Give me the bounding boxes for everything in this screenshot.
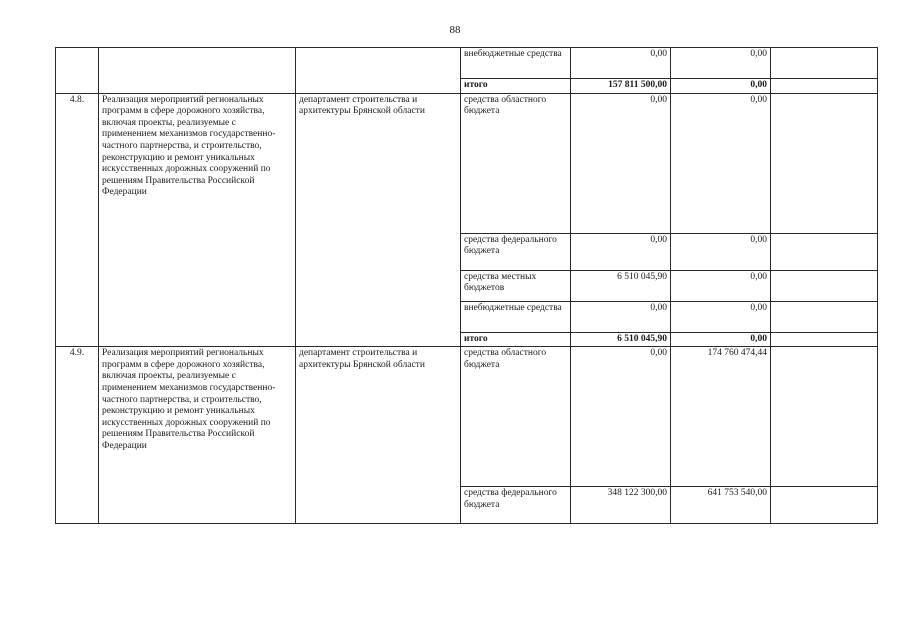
department-cell (296, 48, 461, 94)
row-number-cell: 4.9. (56, 347, 99, 524)
value-cell: 6 510 045,90 (571, 270, 671, 301)
value-cell: 0,00 (571, 347, 671, 487)
funding-source-cell: средства областного бюджета (461, 347, 571, 487)
page-number: 88 (449, 24, 461, 36)
value-cell: 0,00 (671, 270, 771, 301)
empty-cell (771, 48, 878, 79)
funding-source-cell: итого (461, 332, 571, 347)
empty-cell (771, 347, 878, 487)
value-cell: 0,00 (671, 93, 771, 233)
empty-cell (771, 487, 878, 524)
funding-source-cell: средства местных бюджетов (461, 270, 571, 301)
value-cell: 348 122 300,00 (571, 487, 671, 524)
table-row (56, 93, 878, 233)
value-cell: 0,00 (671, 48, 771, 79)
department-cell: департамент строительства и архитектуры Брянской области (296, 347, 461, 524)
empty-cell (771, 332, 878, 347)
empty-cell (771, 233, 878, 270)
funding-source-cell: внебюджетные средства (461, 301, 571, 332)
table-row (56, 48, 878, 79)
empty-cell (771, 270, 878, 301)
funding-source-cell: внебюджетные средства (461, 48, 571, 79)
row-number-cell: 4.8. (56, 93, 99, 347)
row-number-cell (56, 48, 99, 94)
department-cell: департамент строительства и архитектуры Брянской области (296, 93, 461, 347)
measure-description-cell: Реализация мероприятий региональных программ в сфере дорожного хозяйства, включая проекты, реализуемые с применением механизмов государственно-частного партнерства, и строительство, реконструкцию и ремонт уникальных искусственных дорожных сооружений по решениям Правительства Российской Федерации (99, 347, 296, 524)
empty-cell (771, 301, 878, 332)
value-cell: 0,00 (671, 233, 771, 270)
value-cell: 0,00 (571, 93, 671, 233)
value-cell: 6 510 045,90 (571, 332, 671, 347)
value-cell: 0,00 (571, 233, 671, 270)
funding-source-cell: средства федерального бюджета (461, 233, 571, 270)
measure-description-cell (99, 48, 296, 94)
value-cell: 174 760 474,44 (671, 347, 771, 487)
value-cell: 0,00 (671, 79, 771, 94)
empty-cell (771, 79, 878, 94)
budget-table (55, 47, 878, 524)
value-cell: 0,00 (671, 332, 771, 347)
value-cell: 0,00 (671, 301, 771, 332)
funding-source-cell: итого (461, 79, 571, 94)
funding-source-cell: средства федерального бюджета (461, 487, 571, 524)
value-cell: 0,00 (571, 301, 671, 332)
measure-description-cell: Реализация мероприятий региональных программ в сфере дорожного хозяйства, включая проекты, реализуемые с применением механизмов государственно-частного партнерства, и строительство, реконструкцию и ремонт уникальных искусственных дорожных сооружений по решениям Правительства Российской Федерации (99, 93, 296, 347)
value-cell: 157 811 500,00 (571, 79, 671, 94)
empty-cell (771, 93, 878, 233)
table-row (56, 347, 878, 487)
value-cell: 0,00 (571, 48, 671, 79)
funding-source-cell: средства областного бюджета (461, 93, 571, 233)
value-cell: 641 753 540,00 (671, 487, 771, 524)
